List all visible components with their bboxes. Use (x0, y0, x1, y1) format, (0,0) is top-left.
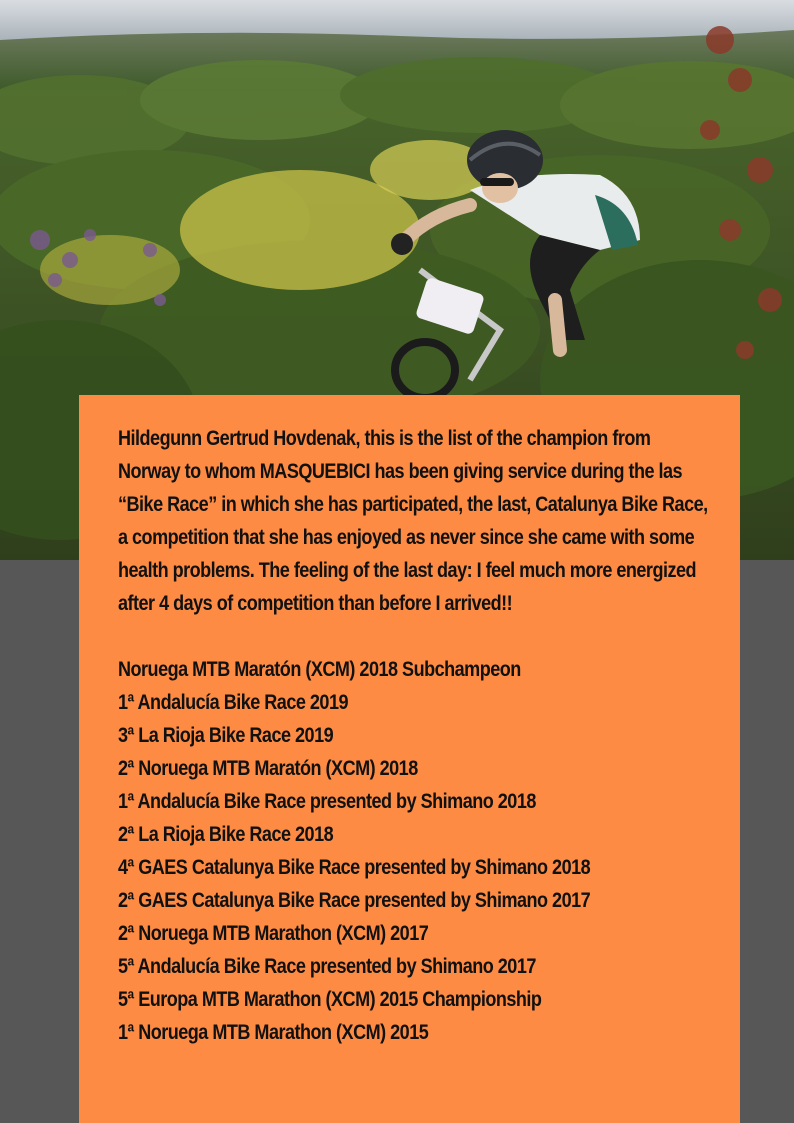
result-item: 5ª Andalucía Bike Race presented by Shimano 2017 (118, 955, 536, 978)
result-item: 4ª GAES Catalunya Bike Race presented by Shimano 2018 (118, 856, 591, 879)
result-item: 1ª Andalucía Bike Race 2019 (118, 691, 349, 714)
content-card (79, 395, 740, 1123)
results-list (118, 653, 710, 1049)
result-item: 2ª La Rioja Bike Race 2018 (118, 823, 334, 846)
result-item: 5ª Europa MTB Marathon (XCM) 2015 Championship (118, 988, 542, 1011)
result-item: 3ª La Rioja Bike Race 2019 (118, 724, 334, 747)
result-item: 2ª Noruega MTB Marathon (XCM) 2017 (118, 922, 429, 945)
result-item: 1ª Andalucía Bike Race presented by Shimano 2018 (118, 790, 536, 813)
result-item: Noruega MTB Maratón (XCM) 2018 Subchampeon (118, 658, 521, 681)
result-item: 2ª GAES Catalunya Bike Race presented by Shimano 2017 (118, 889, 591, 912)
result-item: 1ª Noruega MTB Marathon (XCM) 2015 (118, 1021, 429, 1044)
result-item: 2ª Noruega MTB Maratón (XCM) 2018 (118, 757, 418, 780)
intro-paragraph: Hildegunn Gertrud Hovdenak, this is the list of the champion from Norway to whom MASQUEBICI has been giving service during the las “Bike Race” in which she has participated, the last, Catalunya Bike Race, a competition that she has enjoyed as never since she came with some health problems. The feeling of the last day: I feel much more energized after 4 days of competition than before I arrived!! (118, 427, 708, 615)
